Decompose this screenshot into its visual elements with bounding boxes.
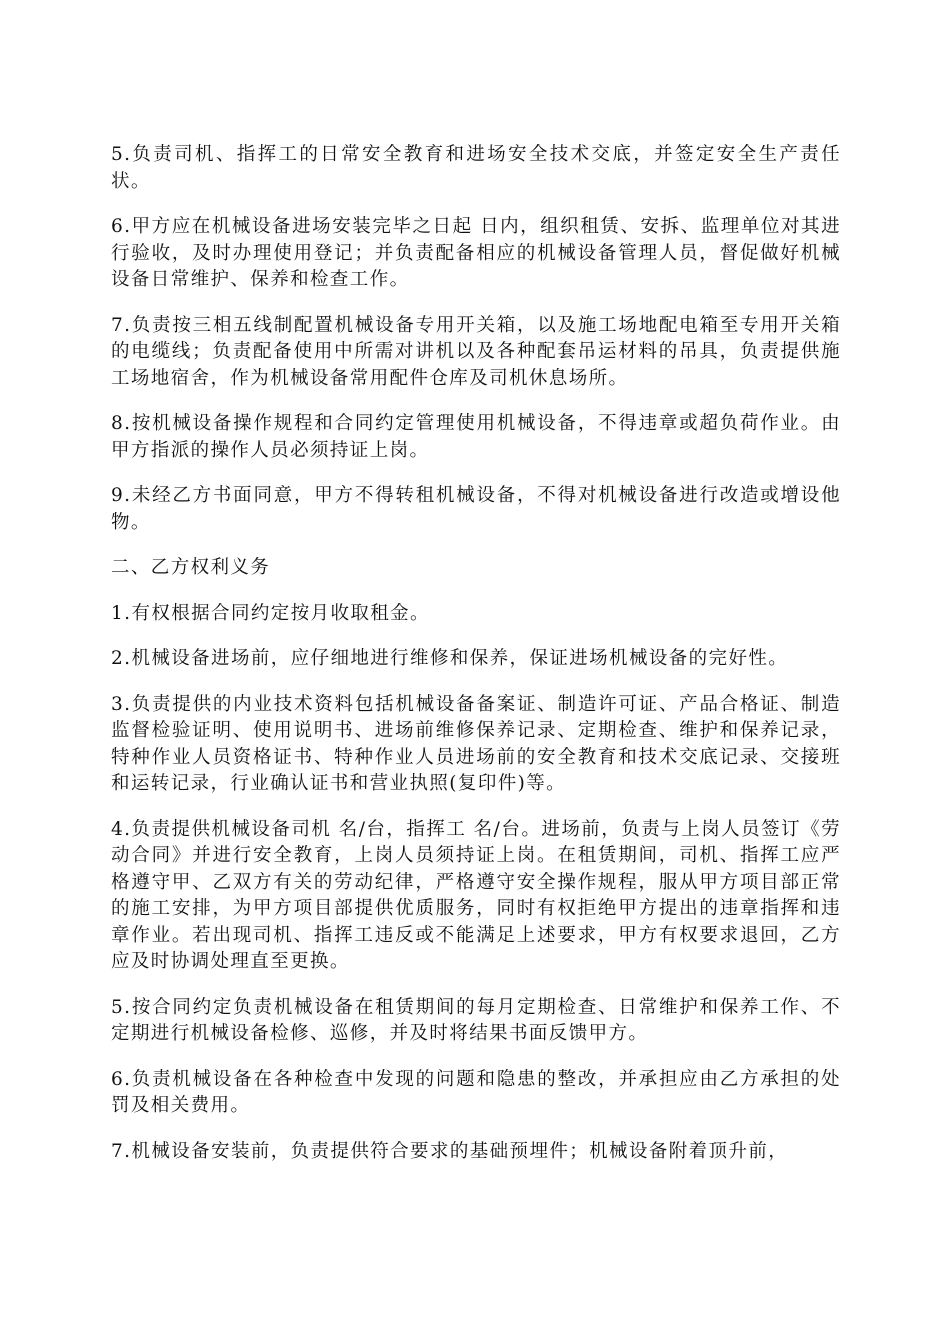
- paragraph-party-a-9: 9.未经乙方书面同意，甲方不得转租机械设备，不得对机械设备进行改造或增设他物。: [111, 485, 841, 533]
- paragraph-party-b-3: 3.负责提供的内业技术资料包括机械设备备案证、制造许可证、产品合格证、制造监督检验证明、使用说明书、进场前维修保养记录、定期检查、维护和保养记录，特种作业人员资格证书、特种作业人员进场前的安全教育和技术交底记录、交接班和运转记录，行业确认证书和营业执照(复印件)等。: [111, 693, 841, 794]
- paragraph-party-a-8: 8.按机械设备操作规程和合同约定管理使用机械设备，不得违章或超负荷作业。由甲方指派的操作人员必须持证上岗。: [111, 413, 841, 461]
- paragraph-party-b-6: 6.负责机械设备在各种检查中发现的问题和隐患的整改，并承担应由乙方承担的处罚及相关费用。: [111, 1068, 841, 1116]
- paragraph-party-b-2: 2.机械设备进场前，应仔细地进行维修和保养，保证进场机械设备的完好性。: [111, 648, 789, 669]
- paragraph-party-a-7: 7.负责按三相五线制配置机械设备专用开关箱，以及施工场地配电箱至专用开关箱的电缆线；负责配备使用中所需对讲机以及各种配套吊运材料的吊具，负责提供施工场地宿舍，作为机械设备常用配件仓库及司机休息场所。: [111, 314, 841, 389]
- section-heading-party-b: 二、乙方权利义务: [111, 557, 271, 578]
- document-page: [111, 142, 841, 1184]
- paragraph-party-b-4: 4.负责提供机械设备司机 名/台，指挥工 名/台。进场前，负责与上岗人员签订《劳动合同》并进行安全教育，上岗人员须持证上岗。在租赁期间，司机、指挥工应严格遵守甲、乙双方有关的劳动纪律，严格遵守安全操作规程，服从甲方项目部正常的施工安排，为甲方项目部提供优质服务，同时有权拒绝甲方提出的违章指挥和违章作业。若出现司机、指挥工违反或不能满足上述要求，甲方有权要求退回，乙方应及时协调处理直至更换。: [111, 818, 841, 972]
- paragraph-party-b-7: 7.机械设备安装前，负责提供符合要求的基础预埋件；机械设备附着顶升前，: [111, 1140, 789, 1162]
- paragraph-party-b-5: 5.按合同约定负责机械设备在租赁期间的每月定期检查、日常维护和保养工作、不定期进行机械设备检修、巡修，并及时将结果书面反馈甲方。: [111, 996, 841, 1044]
- paragraph-party-b-1: 1.有权根据合同约定按月收取租金。: [111, 602, 430, 624]
- paragraph-party-a-6: 6.甲方应在机械设备进场安装完毕之日起 日内，组织租赁、安拆、监理单位对其进行验收，及时办理使用登记；并负责配备相应的机械设备管理人员，督促做好机械设备日常维护、保养和检查工作。: [111, 216, 841, 290]
- paragraph-party-a-5: 5.负责司机、指挥工的日常安全教育和进场安全技术交底，并签定安全生产责任状。: [111, 144, 841, 192]
